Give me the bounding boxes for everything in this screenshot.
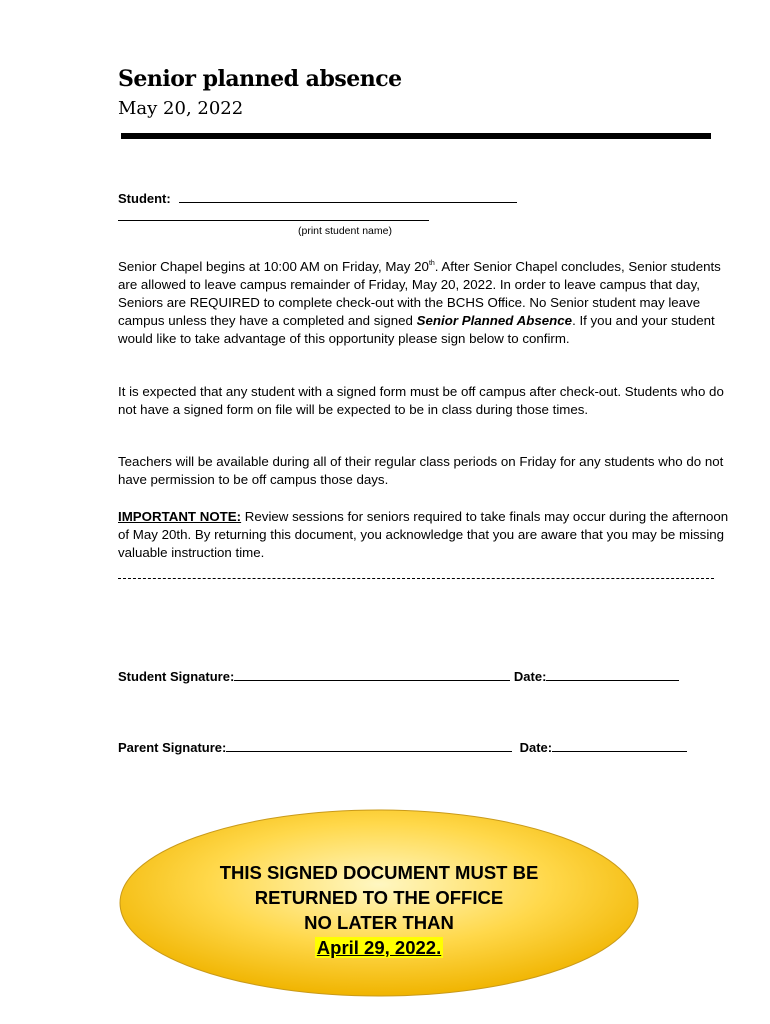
parent-signature-field[interactable] (226, 739, 512, 752)
student-date-field[interactable] (546, 668, 679, 681)
notice-line-1: THIS SIGNED DOCUMENT MUST BE (219, 862, 539, 883)
paragraph-teachers: Teachers will be available during all of their regular class periods on Friday for any students who do not have permission to be off campus those days. (118, 454, 724, 487)
student-signature-row (118, 668, 679, 684)
page-title: Senior planned absence (118, 66, 402, 92)
notice-text (118, 860, 640, 960)
parent-signature-row (118, 739, 687, 755)
student-signature-label: Student Signature: (118, 669, 235, 684)
page-subtitle-date: May 20, 2022 (118, 98, 244, 119)
parent-signature-label: Parent Signature: (118, 740, 227, 755)
notice-line-2: RETURNED TO THE OFFICE (254, 887, 504, 908)
dashed-divider (118, 578, 714, 579)
student-label: Student: (118, 191, 171, 206)
student-signature-field[interactable] (234, 668, 510, 681)
student-name-field-continued[interactable] (118, 207, 429, 221)
p1-superscript: th (428, 260, 435, 267)
p1-text-c: . If you and your student would like to take advantage of this opportunity please sign below to confirm. (118, 313, 715, 346)
student-name-row (118, 190, 517, 206)
p1-text-b: . After Senior Chapel concludes, Senior students are allowed to leave campus remainder of Friday, May 20, 2022. In order to leave campus that day, Seniors are REQUIRED to complete check-out with the BCHS Office. No Senior student may leave campus unless they have a completed and signed (118, 259, 721, 328)
parent-date-label: Date: (519, 740, 553, 755)
p1-emphasis: Senior Planned Absence (416, 313, 573, 328)
paragraph-chapel (118, 258, 730, 348)
notice-deadline-date: April 29, 2022. (316, 937, 442, 958)
header-rule (121, 133, 711, 139)
paragraph-important-note (118, 508, 730, 562)
student-name-field[interactable] (179, 190, 517, 203)
student-date-label: Date: (513, 669, 547, 684)
important-note-label: IMPORTANT NOTE: (118, 509, 242, 524)
paragraph-expectation: It is expected that any student with a signed form must be off campus after check-out. Students who do not have a signed form on file will be expected to be in class during those times. (118, 384, 724, 417)
p1-text-a: Senior Chapel begins at 10:00 AM on Friday, May 20 (118, 259, 429, 274)
important-note-text: Review sessions for seniors required to take finals may occur during the afternoon of May 20th. By returning this document, you acknowledge that you are aware that you may be missing valuable instruction time. (118, 509, 729, 560)
parent-date-field[interactable] (552, 739, 687, 752)
print-name-hint: (print student name) (298, 225, 392, 237)
notice-line-3: NO LATER THAN (304, 912, 454, 933)
